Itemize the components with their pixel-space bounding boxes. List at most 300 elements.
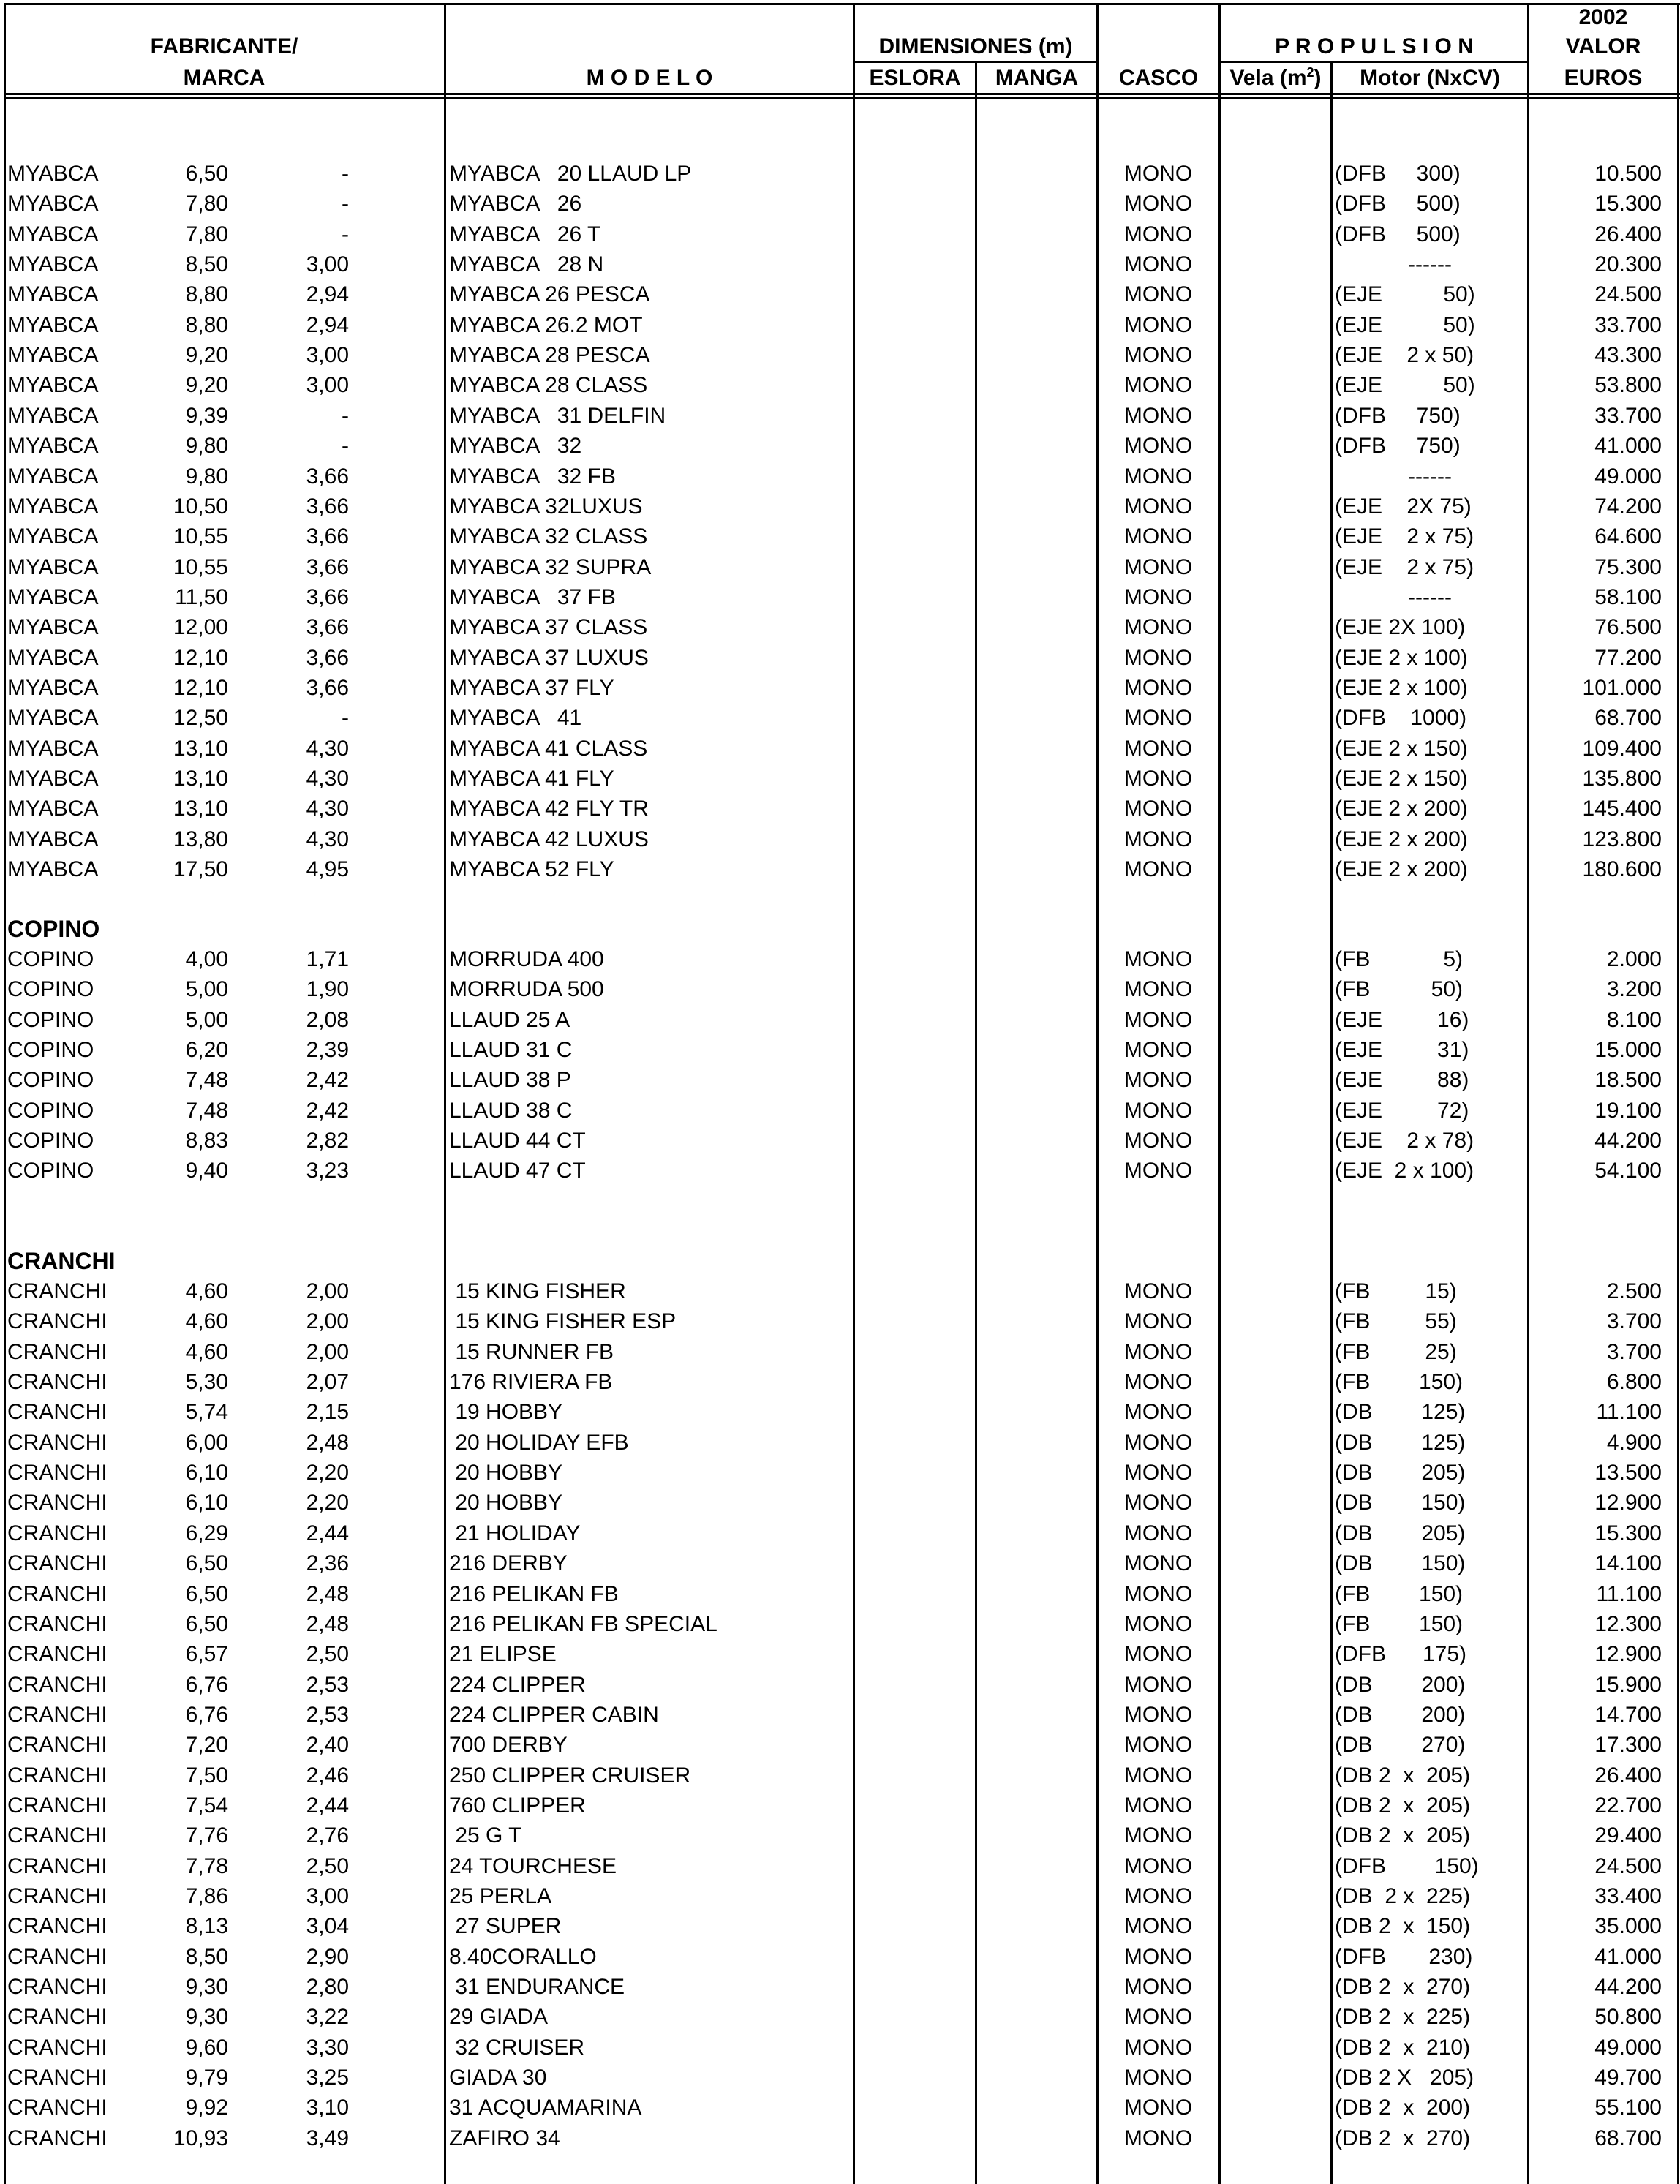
eslora-cell: 9,60 — [185, 2035, 228, 2060]
eslora-cell: 6,50 — [185, 162, 228, 186]
casco-cell: MONO — [1123, 1098, 1193, 1123]
fabricante-cell: CRANCHI — [7, 1611, 108, 1636]
fabricante-cell: CRANCHI — [7, 1339, 108, 1364]
manga-cell: 3,66 — [306, 554, 349, 579]
manga-cell: 3,22 — [306, 2005, 349, 2030]
eslora-cell: 10,55 — [173, 554, 228, 579]
fabricante-cell: MYABCA — [7, 464, 99, 489]
table-row — [0, 552, 1680, 582]
fabricante-cell: CRANCHI — [7, 1400, 108, 1425]
valor-cell: 3.700 — [1606, 1309, 1662, 1334]
manga-cell: 2,42 — [306, 1068, 349, 1093]
casco-cell: MONO — [1123, 1007, 1193, 1032]
motor-cell: (DFB 750) — [1335, 434, 1461, 459]
top-border — [4, 3, 1680, 5]
eslora-cell: 6,57 — [185, 1642, 228, 1667]
fabricante-cell: COPINO — [7, 1129, 94, 1153]
valor-cell: 12.900 — [1594, 1642, 1662, 1667]
valor-cell: 2.000 — [1606, 947, 1662, 971]
fabricante-cell: CRANCHI — [7, 1914, 108, 1939]
modelo-cell: MYABCA 28 CLASS — [449, 373, 648, 398]
modelo-cell: 176 RIVIERA FB — [449, 1370, 613, 1395]
eslora-cell: 6,50 — [185, 1581, 228, 1606]
modelo-cell: 21 HOLIDAY — [449, 1521, 581, 1545]
motor-cell: (DB 2 x 270) — [1335, 2125, 1471, 2150]
valor-cell: 135.800 — [1582, 767, 1662, 791]
eslora-cell: 11,50 — [175, 584, 228, 609]
casco-cell: MONO — [1123, 1461, 1193, 1486]
fabricante-cell: COPINO — [7, 1038, 94, 1063]
casco-cell: MONO — [1123, 675, 1193, 700]
fabricante-cell: CRANCHI — [7, 1884, 108, 1908]
table-row — [0, 1397, 1680, 1427]
eslora-cell: 7,76 — [185, 1823, 228, 1848]
casco-cell: MONO — [1123, 1068, 1193, 1093]
modelo-cell: MYABCA 26 — [449, 192, 582, 216]
motor-cell: (FB 150) — [1335, 1370, 1464, 1395]
table-row — [0, 401, 1680, 431]
motor-cell: (FB 50) — [1335, 977, 1464, 1002]
casco-cell: MONO — [1123, 1491, 1193, 1515]
modelo-cell: LLAUD 38 P — [449, 1068, 571, 1093]
eslora-cell: 6,20 — [185, 1038, 228, 1063]
manga-cell: - — [342, 222, 349, 246]
manga-cell: 2,53 — [306, 1672, 349, 1697]
modelo-cell: MYABCA 20 LLAUD LP — [449, 162, 692, 186]
valor-cell: 44.200 — [1594, 1975, 1662, 2000]
valor-cell: 145.400 — [1582, 797, 1662, 821]
modelo-cell: 250 CLIPPER CRUISER — [449, 1763, 691, 1788]
manga-cell: - — [342, 706, 349, 731]
manga-cell: 3,04 — [306, 1914, 349, 1939]
header-euros: EUROS — [1564, 66, 1643, 90]
eslora-cell: 4,60 — [185, 1339, 228, 1364]
eslora-cell: 6,50 — [185, 1551, 228, 1576]
manga-cell: 3,66 — [306, 615, 349, 640]
valor-cell: 74.200 — [1594, 494, 1662, 519]
casco-cell: MONO — [1123, 1823, 1193, 1848]
table-row — [0, 462, 1680, 492]
casco-cell: MONO — [1123, 584, 1193, 609]
table-row — [0, 1700, 1680, 1730]
header-modelo: M O D E L O — [586, 66, 713, 90]
fabricante-cell: COPINO — [7, 977, 94, 1002]
casco-cell: MONO — [1123, 1733, 1193, 1758]
manga-cell: 3,00 — [306, 1884, 349, 1908]
table-row — [0, 764, 1680, 794]
fabricante-cell: MYABCA — [7, 343, 99, 368]
eslora-cell: 7,20 — [185, 1733, 228, 1758]
motor-cell: (DB 150) — [1335, 1551, 1466, 1576]
header-propulsion: P R O P U L S I O N — [1275, 34, 1474, 59]
casco-cell: MONO — [1123, 797, 1193, 821]
manga-cell: 2,07 — [306, 1370, 349, 1395]
motor-cell: (DB 150) — [1335, 1491, 1466, 1515]
motor-cell: (DFB 750) — [1335, 403, 1461, 428]
manga-cell: 2,48 — [306, 1611, 349, 1636]
casco-cell: MONO — [1123, 1702, 1193, 1727]
eslora-cell: 9,80 — [185, 434, 228, 459]
modelo-cell: GIADA 30 — [449, 2066, 547, 2090]
header-vela-sup: 2 — [1306, 65, 1314, 80]
table-row — [0, 1518, 1680, 1548]
valor-cell: 26.400 — [1594, 1763, 1662, 1788]
eslora-cell: 9,30 — [185, 2005, 228, 2030]
motor-cell: (DB 125) — [1335, 1400, 1466, 1425]
table-row — [0, 582, 1680, 612]
valor-cell: 15.300 — [1594, 1521, 1662, 1545]
motor-cell: (DB 2 x 225) — [1335, 2005, 1471, 2030]
table-row — [0, 1670, 1680, 1700]
casco-cell: MONO — [1123, 615, 1193, 640]
modelo-cell: 15 KING FISHER — [449, 1279, 626, 1303]
table-row — [0, 159, 1680, 189]
modelo-cell: 25 G T — [449, 1823, 522, 1848]
eslora-cell: 6,10 — [185, 1491, 228, 1515]
brand-heading: CRANCHI — [7, 1247, 116, 1274]
eslora-cell: 13,10 — [173, 797, 228, 821]
table-row — [0, 1488, 1680, 1518]
motor-cell: (EJE 2 x 75) — [1335, 524, 1474, 549]
eslora-cell: 5,00 — [185, 977, 228, 1002]
eslora-cell: 7,48 — [185, 1068, 228, 1093]
casco-cell: MONO — [1123, 645, 1193, 670]
manga-cell: 2,00 — [306, 1339, 349, 1364]
manga-cell: 2,42 — [306, 1098, 349, 1123]
modelo-cell: 216 PELIKAN FB SPECIAL — [449, 1611, 717, 1636]
table-row — [0, 1306, 1680, 1336]
table-row — [0, 279, 1680, 309]
manga-cell: 2,94 — [306, 312, 349, 337]
valor-cell: 41.000 — [1594, 434, 1662, 459]
modelo-cell: MYABCA 32 FB — [449, 464, 616, 489]
fabricante-cell: COPINO — [7, 1007, 94, 1032]
casco-cell: MONO — [1123, 736, 1193, 761]
manga-cell: 2,82 — [306, 1129, 349, 1153]
motor-cell: (DB 2 x 205) — [1335, 1763, 1471, 1788]
motor-cell: ------ — [1408, 584, 1452, 609]
valor-cell: 14.100 — [1594, 1551, 1662, 1576]
casco-cell: MONO — [1123, 1159, 1193, 1183]
header-fabricante-line1: FABRICANTE/ — [150, 34, 298, 59]
eslora-cell: 9,20 — [185, 343, 228, 368]
fabricante-cell: MYABCA — [7, 494, 99, 519]
casco-cell: MONO — [1123, 1521, 1193, 1545]
table-row — [0, 1428, 1680, 1458]
modelo-cell: 8.40CORALLO — [449, 1944, 597, 1969]
valor-cell: 35.000 — [1594, 1914, 1662, 1939]
modelo-cell: 25 PERLA — [449, 1884, 552, 1908]
modelo-cell: MYABCA 26 PESCA — [449, 282, 650, 307]
modelo-cell: 27 SUPER — [449, 1914, 562, 1939]
valor-cell: 11.100 — [1596, 1581, 1662, 1606]
table-row — [0, 1609, 1680, 1639]
casco-cell: MONO — [1123, 1884, 1193, 1908]
valor-cell: 33.700 — [1594, 403, 1662, 428]
fabricante-cell: CRANCHI — [7, 1944, 108, 1969]
eslora-cell: 12,00 — [173, 615, 228, 640]
fabricante-cell: CRANCHI — [7, 1733, 108, 1758]
header-vela-close: ) — [1314, 66, 1322, 90]
modelo-cell: MYABCA 41 CLASS — [449, 736, 648, 761]
casco-cell: MONO — [1123, 464, 1193, 489]
motor-cell: (DB 2 x 205) — [1335, 1793, 1471, 1818]
valor-cell: 20.300 — [1594, 252, 1662, 277]
motor-cell: (DB 2 x 150) — [1335, 1914, 1471, 1939]
manga-cell: 2,50 — [306, 1853, 349, 1878]
valor-cell: 2.500 — [1606, 1279, 1662, 1303]
manga-cell: 2,44 — [306, 1521, 349, 1545]
modelo-cell: 224 CLIPPER CABIN — [449, 1702, 659, 1727]
eslora-cell: 5,74 — [185, 1400, 228, 1425]
eslora-cell: 4,60 — [185, 1279, 228, 1303]
motor-cell: (DFB 150) — [1335, 1853, 1479, 1878]
eslora-cell: 10,50 — [173, 494, 228, 519]
modelo-cell: MYABCA 42 LUXUS — [449, 826, 649, 851]
table-row — [0, 2123, 1680, 2153]
fabricante-cell: MYABCA — [7, 434, 99, 459]
modelo-cell: 216 DERBY — [449, 1551, 568, 1576]
casco-cell: MONO — [1123, 2035, 1193, 2060]
table-row — [0, 1458, 1680, 1488]
fabricante-cell: CRANCHI — [7, 1309, 108, 1334]
table-row — [0, 703, 1680, 733]
manga-cell: 2,44 — [306, 1793, 349, 1818]
modelo-cell: MYABCA 37 FB — [449, 584, 616, 609]
motor-cell: (DB 205) — [1335, 1461, 1466, 1486]
fabricante-cell: CRANCHI — [7, 1370, 108, 1395]
eslora-cell: 9,92 — [185, 2095, 228, 2120]
fabricante-cell: CRANCHI — [7, 2005, 108, 2030]
casco-cell: MONO — [1123, 1853, 1193, 1878]
valor-cell: 4.900 — [1606, 1430, 1662, 1455]
valor-cell: 8.100 — [1606, 1007, 1662, 1032]
fabricante-cell: CRANCHI — [7, 2035, 108, 2060]
fabricante-cell: CRANCHI — [7, 1581, 108, 1606]
motor-cell: (FB 5) — [1335, 947, 1464, 971]
brand-heading: COPINO — [7, 915, 100, 942]
modelo-cell: LLAUD 38 C — [449, 1098, 573, 1123]
header-bottom-border-2 — [4, 97, 1680, 99]
fabricante-cell: COPINO — [7, 1159, 94, 1183]
manga-cell: 2,40 — [306, 1733, 349, 1758]
casco-cell: MONO — [1123, 1611, 1193, 1636]
fabricante-cell: MYABCA — [7, 403, 99, 428]
fabricante-cell: CRANCHI — [7, 1763, 108, 1788]
modelo-cell: MYABCA 37 CLASS — [449, 615, 648, 640]
table-row — [0, 673, 1680, 703]
modelo-cell: MYABCA 42 FLY TR — [449, 797, 649, 821]
modelo-cell: MYABCA 41 — [449, 706, 582, 731]
fabricante-cell: MYABCA — [7, 192, 99, 216]
manga-cell: 2,80 — [306, 1975, 349, 2000]
modelo-cell: 20 HOBBY — [449, 1461, 563, 1486]
motor-cell: (EJE 2 x 200) — [1335, 857, 1468, 882]
fabricante-cell: CRANCHI — [7, 1279, 108, 1303]
fabricante-cell: CRANCHI — [7, 1702, 108, 1727]
modelo-cell: MORRUDA 500 — [449, 977, 604, 1002]
manga-cell: 3,66 — [306, 494, 349, 519]
header-valor: VALOR — [1565, 34, 1641, 59]
fabricante-cell: COPINO — [7, 1068, 94, 1093]
eslora-cell: 9,40 — [185, 1159, 228, 1183]
fabricante-cell: CRANCHI — [7, 1491, 108, 1515]
fabricante-cell: CRANCHI — [7, 1853, 108, 1878]
valor-cell: 24.500 — [1594, 282, 1662, 307]
motor-cell: (DB 2 x 225) — [1335, 1884, 1471, 1908]
header-manga: MANGA — [995, 66, 1079, 90]
manga-cell: 3,66 — [306, 584, 349, 609]
table-row — [0, 794, 1680, 824]
manga-cell: 3,00 — [306, 343, 349, 368]
valor-cell: 17.300 — [1594, 1733, 1662, 1758]
table-row — [0, 1276, 1680, 1306]
motor-cell: (EJE 2 x 50) — [1335, 343, 1474, 368]
eslora-cell: 10,55 — [173, 524, 228, 549]
casco-cell: MONO — [1123, 947, 1193, 971]
fabricante-cell: CRANCHI — [7, 2125, 108, 2150]
motor-cell: (DFB 300) — [1335, 162, 1461, 186]
manga-cell: 2,36 — [306, 1551, 349, 1576]
valor-cell: 180.600 — [1582, 857, 1662, 882]
eslora-cell: 8,80 — [185, 282, 228, 307]
manga-cell: 2,76 — [306, 1823, 349, 1848]
fabricante-cell: MYABCA — [7, 252, 99, 277]
motor-cell: (EJE 2X 75) — [1335, 494, 1472, 519]
table-row — [0, 249, 1680, 279]
table-row — [0, 2002, 1680, 2032]
eslora-cell: 6,50 — [185, 1611, 228, 1636]
table-row — [0, 1548, 1680, 1578]
valor-cell: 76.500 — [1594, 615, 1662, 640]
casco-cell: MONO — [1123, 252, 1193, 277]
manga-cell: 3,00 — [306, 373, 349, 398]
table-row — [0, 1851, 1680, 1881]
modelo-cell: MORRUDA 400 — [449, 947, 604, 971]
modelo-cell: 216 PELIKAN FB — [449, 1581, 619, 1606]
fabricante-cell: MYABCA — [7, 312, 99, 337]
eslora-cell: 13,10 — [173, 736, 228, 761]
table-row — [0, 310, 1680, 340]
motor-cell: (EJE 2 x 75) — [1335, 554, 1474, 579]
modelo-cell: MYABCA 28 PESCA — [449, 343, 650, 368]
casco-cell: MONO — [1123, 312, 1193, 337]
motor-cell: (DFB 230) — [1335, 1944, 1473, 1969]
casco-cell: MONO — [1123, 977, 1193, 1002]
valor-cell: 24.500 — [1594, 1853, 1662, 1878]
table-row — [0, 521, 1680, 551]
table-row — [0, 1035, 1680, 1065]
manga-cell: 2,20 — [306, 1491, 349, 1515]
eslora-cell: 9,79 — [185, 2066, 228, 2090]
modelo-cell: LLAUD 44 CT — [449, 1129, 586, 1153]
eslora-cell: 7,86 — [185, 1884, 228, 1908]
motor-cell: (EJE 31) — [1335, 1038, 1469, 1063]
eslora-cell: 12,50 — [173, 706, 228, 731]
table-row — [0, 2093, 1680, 2123]
motor-cell: (FB 25) — [1335, 1339, 1457, 1364]
modelo-cell: 15 KING FISHER ESP — [449, 1309, 677, 1334]
fabricante-cell: MYABCA — [7, 797, 99, 821]
manga-cell: 2,94 — [306, 282, 349, 307]
casco-cell: MONO — [1123, 434, 1193, 459]
casco-cell: MONO — [1123, 1975, 1193, 2000]
casco-cell: MONO — [1123, 2066, 1193, 2090]
motor-cell: (DB 2 x 210) — [1335, 2035, 1471, 2060]
fabricante-cell: MYABCA — [7, 524, 99, 549]
modelo-cell: MYABCA 52 FLY — [449, 857, 614, 882]
eslora-cell: 6,76 — [185, 1702, 228, 1727]
table-row — [0, 643, 1680, 673]
modelo-cell: MYABCA 28 N — [449, 252, 604, 277]
fabricante-cell: CRANCHI — [7, 1642, 108, 1667]
modelo-cell: 20 HOBBY — [449, 1491, 563, 1515]
valor-cell: 58.100 — [1594, 584, 1662, 609]
table-row — [0, 1156, 1680, 1186]
header-bottom-border — [4, 93, 1680, 95]
table-row — [0, 1972, 1680, 2002]
table-row — [0, 219, 1680, 249]
modelo-cell: 29 GIADA — [449, 2005, 549, 2030]
table-row — [0, 1367, 1680, 1397]
eslora-cell: 7,78 — [185, 1853, 228, 1878]
modelo-cell: MYABCA 32 SUPRA — [449, 554, 652, 579]
valor-cell: 6.800 — [1606, 1370, 1662, 1395]
fabricante-cell: CRANCHI — [7, 1672, 108, 1697]
motor-cell: (EJE 2 x 150) — [1335, 767, 1468, 791]
manga-cell: 4,30 — [306, 736, 349, 761]
propulsion-underline — [1219, 61, 1528, 63]
fabricante-cell: CRANCHI — [7, 1975, 108, 2000]
eslora-cell: 5,30 — [185, 1370, 228, 1395]
fabricante-cell: CRANCHI — [7, 2066, 108, 2090]
modelo-cell: 31 ACQUAMARINA — [449, 2095, 642, 2120]
manga-cell: 2,00 — [306, 1279, 349, 1303]
motor-cell: ------ — [1408, 252, 1452, 277]
motor-cell: (DB 2 X 205) — [1335, 2066, 1474, 2090]
motor-cell: (EJE 2 x 100) — [1335, 675, 1468, 700]
motor-cell: (EJE 2 x 200) — [1335, 826, 1468, 851]
fabricante-cell: CRANCHI — [7, 1823, 108, 1848]
motor-cell: (EJE 16) — [1335, 1007, 1469, 1032]
motor-cell: (EJE 72) — [1335, 1098, 1469, 1123]
motor-cell: (FB 150) — [1335, 1581, 1464, 1606]
eslora-cell: 13,10 — [173, 767, 228, 791]
motor-cell: (DB 2 x 270) — [1335, 1975, 1471, 2000]
manga-cell: 2,00 — [306, 1309, 349, 1334]
table-row — [0, 1881, 1680, 1911]
modelo-cell: 21 ELIPSE — [449, 1642, 557, 1667]
modelo-cell: MYABCA 37 FLY — [449, 675, 614, 700]
eslora-cell: 12,10 — [173, 645, 228, 670]
valor-cell: 10.500 — [1594, 162, 1662, 186]
eslora-cell: 6,29 — [185, 1521, 228, 1545]
table-row — [0, 944, 1680, 974]
manga-cell: 2,15 — [306, 1400, 349, 1425]
header-dimensiones: DIMENSIONES (m) — [878, 34, 1073, 59]
casco-cell: MONO — [1123, 1672, 1193, 1697]
manga-cell: 4,30 — [306, 826, 349, 851]
eslora-cell: 12,10 — [173, 675, 228, 700]
manga-cell: 4,30 — [306, 797, 349, 821]
eslora-cell: 5,00 — [185, 1007, 228, 1032]
casco-cell: MONO — [1123, 1370, 1193, 1395]
eslora-cell: 13,80 — [173, 826, 228, 851]
casco-cell: MONO — [1123, 826, 1193, 851]
modelo-cell: 20 HOLIDAY EFB — [449, 1430, 629, 1455]
eslora-cell: 9,80 — [185, 464, 228, 489]
fabricante-cell: MYABCA — [7, 373, 99, 398]
